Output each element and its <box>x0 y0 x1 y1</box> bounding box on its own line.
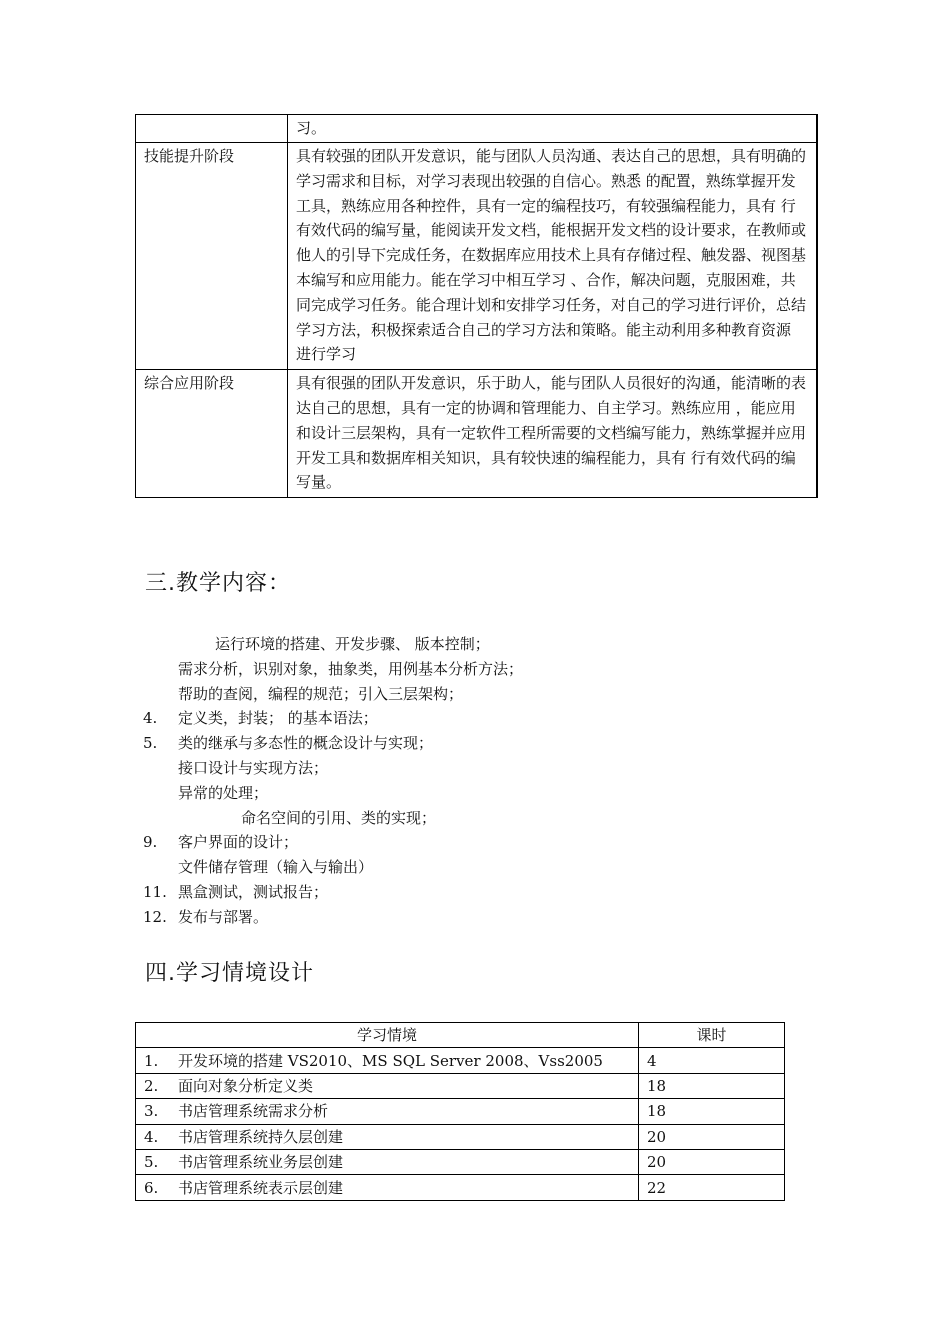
list-item-text: 接口设计与实现方法； <box>178 758 329 777</box>
list-item-number: 12. <box>143 907 167 926</box>
list-item-text: 命名空间的引用、类的实现； <box>241 808 437 827</box>
hours-cell: 22 <box>639 1175 785 1200</box>
list-item-text: 异常的处理； <box>178 783 269 802</box>
list-item-text: 类的继承与多态性的概念设计与实现； <box>178 734 434 753</box>
hours-cell: 18 <box>639 1073 785 1098</box>
list-item-number: 5. <box>143 734 158 753</box>
hours-cell: 20 <box>639 1149 785 1174</box>
column-header-hours: 课时 <box>639 1023 785 1048</box>
list-item <box>143 781 743 806</box>
section-3-title: 三.教学内容： <box>145 571 291 596</box>
row-index: 2. <box>144 1076 159 1095</box>
list-item <box>143 682 743 707</box>
situation-cell <box>136 1048 639 1073</box>
row-index: 3. <box>144 1102 159 1121</box>
list-item-text: 发布与部署。 <box>178 907 269 926</box>
list-item <box>143 731 743 756</box>
list-item-text: 黑盒测试，测试报告； <box>178 882 329 901</box>
row-index: 4. <box>144 1127 159 1146</box>
stage-name: 综合应用阶段 <box>136 370 288 498</box>
situation-cell <box>136 1175 639 1200</box>
situation-name: 书店管理系统需求分析 <box>178 1102 329 1121</box>
situation-cell <box>136 1149 639 1174</box>
table-row <box>136 1124 785 1149</box>
row-index: 1. <box>144 1051 159 1070</box>
stage-row <box>136 115 818 143</box>
list-item-number: 9. <box>143 833 158 852</box>
list-item-text: 运行环境的搭建、开发步骤、 版本控制； <box>215 635 490 653</box>
situation-name: 书店管理系统业务层创建 <box>178 1153 344 1172</box>
column-header-situation: 学习情境 <box>136 1023 639 1048</box>
list-item <box>143 880 743 905</box>
stage-row <box>136 143 818 370</box>
list-item <box>143 855 743 880</box>
list-item <box>143 830 743 855</box>
situation-cell <box>136 1099 639 1124</box>
situation-name: 书店管理系统持久层创建 <box>178 1127 344 1146</box>
list-item-text: 需求分析，识别对象，抽象类，用例基本分析方法； <box>178 659 524 678</box>
row-index: 6. <box>144 1178 159 1197</box>
stage-name: 技能提升阶段 <box>136 143 288 370</box>
table-row <box>136 1149 785 1174</box>
table-row <box>136 1048 785 1073</box>
list-item-text: 定义类，封装； 的基本语法； <box>178 709 378 728</box>
learning-situation-table <box>135 1022 785 1201</box>
list-item <box>143 657 743 682</box>
table-row <box>136 1099 785 1124</box>
table-row <box>136 1175 785 1200</box>
list-item-number: 11. <box>143 882 167 901</box>
situation-cell <box>136 1124 639 1149</box>
stage-table <box>135 114 818 498</box>
list-item-number: 4. <box>143 709 158 728</box>
situation-cell <box>136 1073 639 1098</box>
stage-name <box>136 115 288 143</box>
stage-row <box>136 370 818 498</box>
list-item <box>143 706 743 731</box>
situation-name: 开发环境的搭建 VS2010、MS SQL Server 2008、Vss2005 <box>178 1051 603 1070</box>
section-4-title: 四.学习情境设计 <box>145 961 314 986</box>
list-item-text: 客户界面的设计； <box>178 833 299 852</box>
stage-description: 具有较强的团队开发意识，能与团队人员沟通、表达自己的思想，具有明确的学习需求和目标，对学习表现出较强的自信心。熟悉 的配置，熟练掌握开发工具，熟练应用各种控件，具有一定的编程技巧，有较强编程能力，具有 行有效代码的编写量，能阅读开发文档，能根据开发文档的设计要求，在教师或他人的引导下完成任务，在数据库应用技术上具有存储过程、触发器、视图基本编写和应用能力。能在学习中相互学习 、合作，解决问题，克服困难，共同完成学习任务。能合理计划和安排学习任务，对自己的学习进行评价，总结学习方法，积极探索适合自己的学习方法和策略。能主动利用多种教育资源 进行学习 <box>288 143 818 370</box>
list-item <box>143 806 743 831</box>
stage-description: 习。 <box>288 115 818 143</box>
list-item <box>143 632 743 657</box>
list-item <box>143 905 743 930</box>
hours-cell: 20 <box>639 1124 785 1149</box>
table-header-row <box>136 1023 785 1048</box>
table-row <box>136 1073 785 1098</box>
teaching-content-list <box>143 632 743 930</box>
list-item <box>143 756 743 781</box>
stage-description: 具有很强的团队开发意识，乐于助人，能与团队人员很好的沟通，能清晰的表达自己的思想，具有一定的协调和管理能力、自主学习。熟练应用 ，能应用和设计三层架构，具有一定软件工程所需要的文档编写能力，熟练掌握并应用开发工具和数据库相关知识，具有较快速的编程能力，具有 行有效代码的编写量。 <box>288 370 818 498</box>
situation-name: 书店管理系统表示层创建 <box>178 1178 344 1197</box>
hours-cell: 4 <box>639 1048 785 1073</box>
row-index: 5. <box>144 1153 159 1172</box>
list-item-text: 帮助的查阅，编程的规范；引入三层架构； <box>178 684 464 703</box>
hours-cell: 18 <box>639 1099 785 1124</box>
situation-name: 面向对象分析定义类 <box>178 1076 314 1095</box>
list-item-text: 文件储存管理（输入与输出） <box>178 858 374 877</box>
